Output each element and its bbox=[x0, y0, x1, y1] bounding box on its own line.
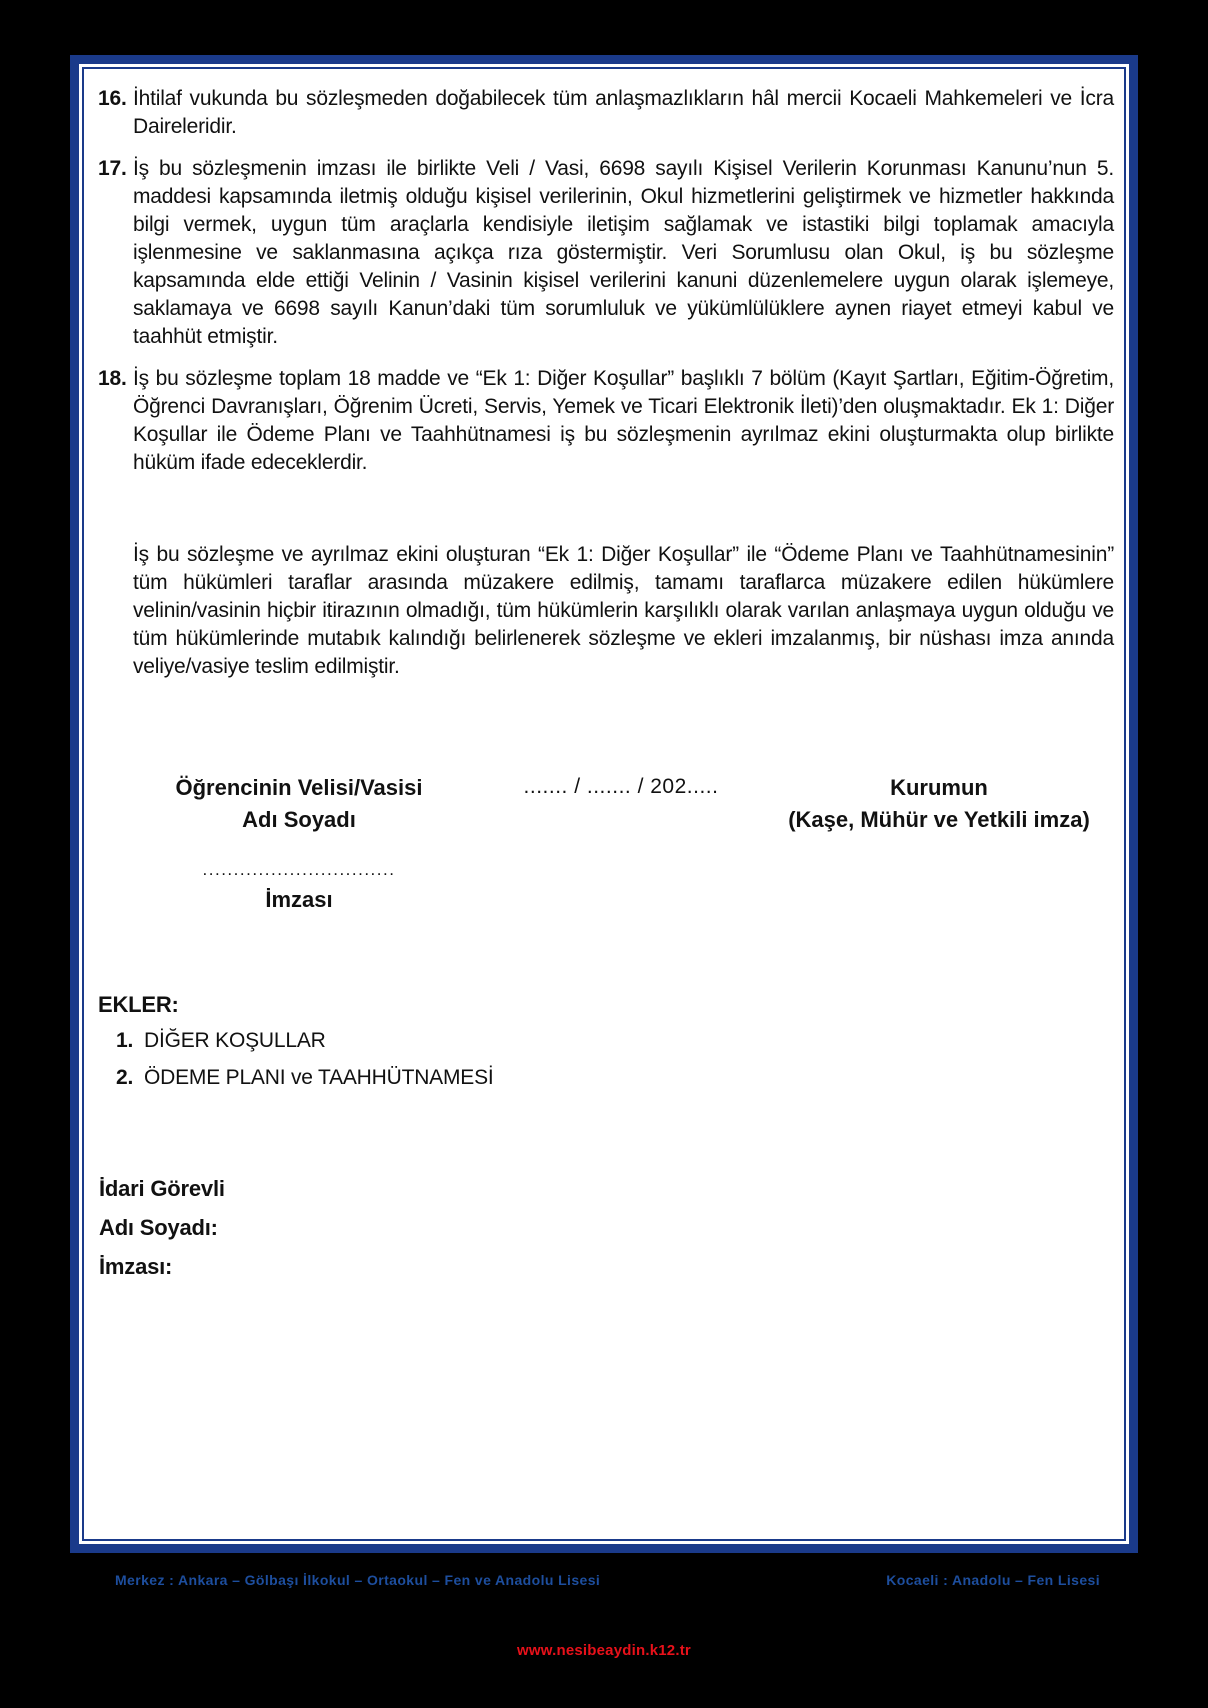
attachment-item bbox=[98, 1063, 494, 1093]
institution-subtitle: (Kaşe, Mühür ve Yetkili imza) bbox=[788, 807, 1090, 832]
attachments-section bbox=[98, 990, 494, 1100]
date-field: ....... / ....... / 202..... bbox=[523, 775, 719, 798]
school-website-url: www.nesibeaydin.k12.tr bbox=[517, 1642, 691, 1659]
guardian-name-label: Adı Soyadı bbox=[242, 807, 356, 832]
clause-number: 18. bbox=[98, 367, 127, 390]
guardian-signature-block bbox=[139, 773, 459, 915]
footer-left-campus: Merkez : Ankara – Gölbaşı İlkokul – Ortaokul – Fen ve Anadolu Lisesi bbox=[115, 1572, 601, 1588]
clause-text: İş bu sözleşme toplam 18 madde ve “Ek 1: Diğer Koşullar” başlıklı 7 bölüm (Kayıt Şartları, Eğitim-Öğretim, Öğrenci Davranışları, Öğrenim Ücreti, Servis, Yemek ve Ticari Elektronik İleti)’den oluşmaktadır. Ek 1: Diğer Koşullar ile Ödeme Planı ve Taahhütnamesi iş bu sözleşmenin ayrılmaz ekini oluşturmakta olup birlikte hüküm ifade edeceklerdir. bbox=[133, 367, 1114, 474]
attachment-number: 2. bbox=[116, 1066, 134, 1089]
clause-number: 17. bbox=[98, 157, 127, 180]
attachment-label: ÖDEME PLANI ve TAAHHÜTNAMESİ bbox=[144, 1066, 494, 1089]
institution-signature-block bbox=[774, 773, 1104, 835]
attachment-item bbox=[98, 1026, 494, 1056]
official-signature-label: İmzası: bbox=[99, 1254, 173, 1279]
clause-number: 16. bbox=[98, 87, 127, 110]
official-name-label: Adı Soyadı: bbox=[99, 1215, 218, 1240]
closing-paragraph: İş bu sözleşme ve ayrılmaz ekini oluşturan “Ek 1: Diğer Koşullar” ile “Ödeme Planı ve Taahhütnamesinin” tüm hükümleri taraflar arasında müzakere edilmiş, tamamı taraflarca müzakere edilen hükümlere velinin/vasinin hiçbir itirazının olmadığı, tüm hükümlerin karşılıklı olarak varılan anlaşmaya uygun olduğu ve tüm hükümlerinde mutabık kalındığı belirlenerek sözleşme ve ekleri imzalanmış, bir nüshası imza anında veliye/vasiye teslim edilmiştir. bbox=[133, 543, 1114, 678]
attachment-number: 1. bbox=[116, 1029, 134, 1052]
clause-18 bbox=[98, 365, 1114, 477]
official-title: İdari Görevli bbox=[99, 1176, 225, 1201]
contract-clauses bbox=[98, 85, 1114, 681]
clause-text: İhtilaf vukunda bu sözleşmeden doğabilecek tüm anlaşmazlıkların hâl mercii Kocaeli Mahkemeleri ve İcra Daireleridir. bbox=[133, 87, 1114, 138]
guardian-signature-line: ............................... bbox=[202, 860, 396, 879]
administrative-official-block bbox=[99, 1174, 225, 1291]
attachments-heading: EKLER: bbox=[98, 992, 179, 1017]
guardian-title: Öğrencinin Velisi/Vasisi bbox=[175, 775, 423, 800]
attachment-label: DİĞER KOŞULLAR bbox=[144, 1029, 326, 1052]
clause-text: İş bu sözleşmenin imzası ile birlikte Veli / Vasi, 6698 sayılı Kişisel Verilerin Korunması Kanunu’nun 5. maddesi kapsamında iletmiş olduğu kişisel verilerinin, Okul hizmetlerini geliştirmek ve hizmetler hakkında bilgi vermek, uygun tüm araçlarla kendisiyle iletişim sağlamak ve istastiki bilgi toplamak amacıyla işlenmesine ve saklanmasına açıkça rıza göstermiştir. Veri Sorumlusu olan Okul, iş bu sözleşme kapsamında elde ettiği Velinin / Vasinin kişisel verilerini kanuni düzenlemelere uygun olarak işlemeye, saklamaya ve 6698 sayılı Kanun’daki tüm sorumluluk ve yükümlülüklere aynen riayet etmeyi kabul ve taahhüt etmiştir. bbox=[133, 157, 1114, 348]
guardian-signature-label: İmzası bbox=[265, 887, 333, 912]
footer-right-campus: Kocaeli : Anadolu – Fen Lisesi bbox=[886, 1572, 1100, 1588]
page-content-area bbox=[82, 67, 1126, 1541]
clause-16 bbox=[98, 85, 1114, 141]
campus-footer bbox=[0, 1572, 1208, 1588]
page-border-frame bbox=[70, 55, 1138, 1553]
clause-17 bbox=[98, 155, 1114, 351]
institution-title: Kurumun bbox=[890, 775, 988, 800]
